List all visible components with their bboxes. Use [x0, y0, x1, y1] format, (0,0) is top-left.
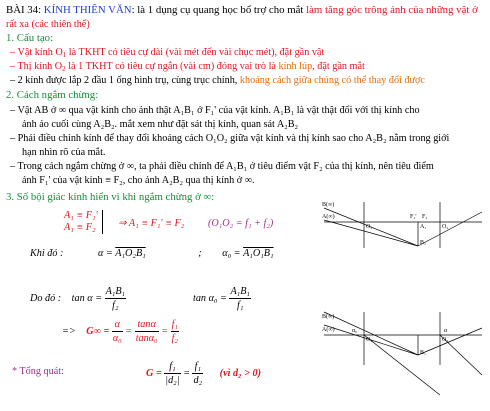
frac-num: f₁ [171, 319, 178, 330]
s1-l3-a: – 2 kính được lắp 2 đầu 1 ống hình trụ, cùng trục chính, [10, 75, 238, 86]
label-alpha: α [444, 328, 448, 334]
sub: 1 [62, 51, 67, 59]
frac-den: tanα₀ [135, 333, 158, 344]
do-do-line [30, 285, 126, 312]
s2-line2: ảnh ảo cuối cùng A₂B₂. mắt xem như đặt sát thị kính, quan sát A₂B₂ [22, 119, 299, 130]
fraction-a1b1-f2 [105, 285, 127, 312]
label-b1: B₁ [420, 240, 427, 246]
s1-l3-b: khoảng cách giữa chúng có thể thay đổi được [237, 75, 425, 86]
khi-do-line: Khi đó : α = A₁O₂B₁ ; α₀ = A₁O₁B₁ [30, 248, 274, 259]
frac-den: f₂ [171, 333, 178, 344]
fraction-f1-f2 [171, 318, 179, 345]
frac-den: f₁ [237, 300, 244, 311]
label-alpha0: α₀ [352, 328, 358, 334]
lesson-name: KÍNH THIÊN VĂN [43, 4, 132, 16]
label-o1-bottom: O₁ [366, 337, 373, 343]
label-o1: O₁ [366, 224, 373, 230]
frac-num: A₁B₁ [230, 286, 250, 297]
s1-l2-d: , đặt gần mắt [312, 61, 365, 72]
s2-line5: – Trong cách ngắm chừng ở ∞, ta phải điều chỉnh để A₁B₁ ở tiêu điểm vật F₂ của thị kính, nên tiêu điểm [10, 161, 434, 172]
lesson-desc-line2: rất xa (các thiên thể) [6, 19, 90, 30]
fraction-tan [135, 318, 159, 345]
label-o2: O₂ [442, 224, 449, 230]
s2-line6: ảnh F₁' của vật kính ≡ F₂, cho ảnh A₂B₂ qua thị kính ở ∞. [22, 175, 255, 186]
frac-num: f₁ [164, 360, 180, 374]
frac-num: α [112, 318, 123, 332]
lesson-desc-highlight: làm tăng góc trông ảnh của những vật ở [306, 4, 478, 16]
g-infinity: G∞ = [86, 325, 112, 337]
frac-den: f₂ [112, 300, 119, 311]
g-infinity-line: => G∞ = $\frac{\alpha}{\text{α₀}}$ = $\frac{\tan\alpha}{\text{tanα₀}}$ = $\frac{\text{f₁}}{\text{f₂}}$ [62, 319, 178, 344]
o1o2-relation: (O₁O₂ = f₁ + f₂) [208, 218, 274, 229]
tan-alpha0: tan α₀ = [193, 292, 230, 304]
section3-heading: 3. Số bội giác kính hiển vi khi ngắm chừng ở ∞: [6, 191, 215, 203]
tan-alpha0-line [193, 285, 251, 312]
implies-arrow: => [62, 325, 76, 337]
label-b1-bottom: B₁ [420, 350, 427, 356]
frac-num: A₁B₁ [105, 286, 126, 297]
fraction-f1-d2 [192, 360, 203, 387]
label-f2: F₂ [422, 214, 428, 220]
condition-2: A₁ ≡ F₂ [64, 222, 96, 233]
label-a-inf: A(∞) [322, 214, 335, 220]
frac-den: d₂ [193, 375, 203, 386]
alpha-angle: A₁O₂B₁ [115, 248, 146, 259]
s2-line4: hạn nhìn rõ của mắt. [22, 147, 106, 158]
lesson-desc: : là 1 dụng cụ quang học bổ trợ cho mắt [131, 4, 304, 16]
label-b-inf: B(∞) [322, 202, 335, 208]
general-line [12, 365, 64, 378]
label-a-inf-bottom: A(∞) [322, 327, 335, 333]
alpha-eq: α = [97, 248, 116, 259]
s1-line3 [10, 74, 425, 87]
fraction-a1b1-f1 [229, 285, 251, 312]
label-f1p: F₁' [410, 214, 417, 220]
frac-num: tanα [135, 318, 159, 332]
fraction-f1-d2abs [164, 360, 180, 387]
s1-l1-b: là TKHT có tiêu cự dài (vài mét đến vài chục mét), đặt gần vật [66, 47, 325, 58]
condition-block [64, 210, 103, 234]
condition-1: A₁ ≡ F₁' [64, 210, 98, 221]
frac-den: α₀ [112, 333, 122, 344]
section2-heading: 2. Cách ngắm chừng: [6, 89, 99, 101]
general-label: * Tổng quát: [12, 366, 64, 377]
frac-num: f₁ [192, 360, 203, 374]
do-do-label: Do đó : [30, 292, 62, 304]
s1-l2-b: là 1 TKHT có tiêu cự ngắn (vài cm) đóng vai trò là [65, 61, 276, 72]
alpha0-angle: A₁O₁B₁ [243, 248, 274, 259]
frac-den: |d₂| [165, 375, 180, 386]
fraction-alpha [112, 318, 123, 345]
g-general: G = [146, 367, 165, 379]
lesson-title [6, 4, 478, 17]
general-formula: G = $\frac{\text{f₁}}{\text{|d₂|}}$ = $\frac{\text{f₁}}{\text{d₂}}$ (vì d₂ > 0) [146, 361, 261, 386]
label-b-inf-bottom: B(∞) [322, 314, 335, 320]
s1-l2-a: – Thị kính O [10, 61, 63, 72]
alpha0-eq: α₀ = [222, 248, 244, 259]
s1-l1-a: – Vật kính O [10, 47, 63, 58]
diagram-labels [322, 200, 486, 405]
section1-heading: 1. Cấu tạo: [6, 32, 54, 44]
sub: 2 [62, 65, 66, 73]
s2-line3: – Phải điều chỉnh kính để thay đổi khoảng cách O₁O₂ giữa vật kính và thị kính sao cho A₂B₂ nằm trong giới [10, 133, 450, 144]
s1-l2-c: kính lúp [275, 61, 313, 72]
lesson-number: BÀI 34: [6, 4, 42, 16]
general-condition: (vì d₂ > 0) [219, 367, 261, 379]
condition-result: ⇒ A₁ ≡ F₁' ≡ F₂ [118, 218, 185, 229]
label-o2-bottom: O₂ [442, 337, 449, 343]
khi-do-label: Khi đó : [30, 248, 64, 259]
tan-alpha: tan α = [71, 292, 105, 304]
label-a1: A₁ [420, 224, 427, 230]
s2-line1: – Vật AB ở ∞ qua vật kính cho ảnh thật A₁B₁ ở F₁' của vật kính. A₁B₁ là vật thật đối với thị kính cho [10, 105, 420, 116]
